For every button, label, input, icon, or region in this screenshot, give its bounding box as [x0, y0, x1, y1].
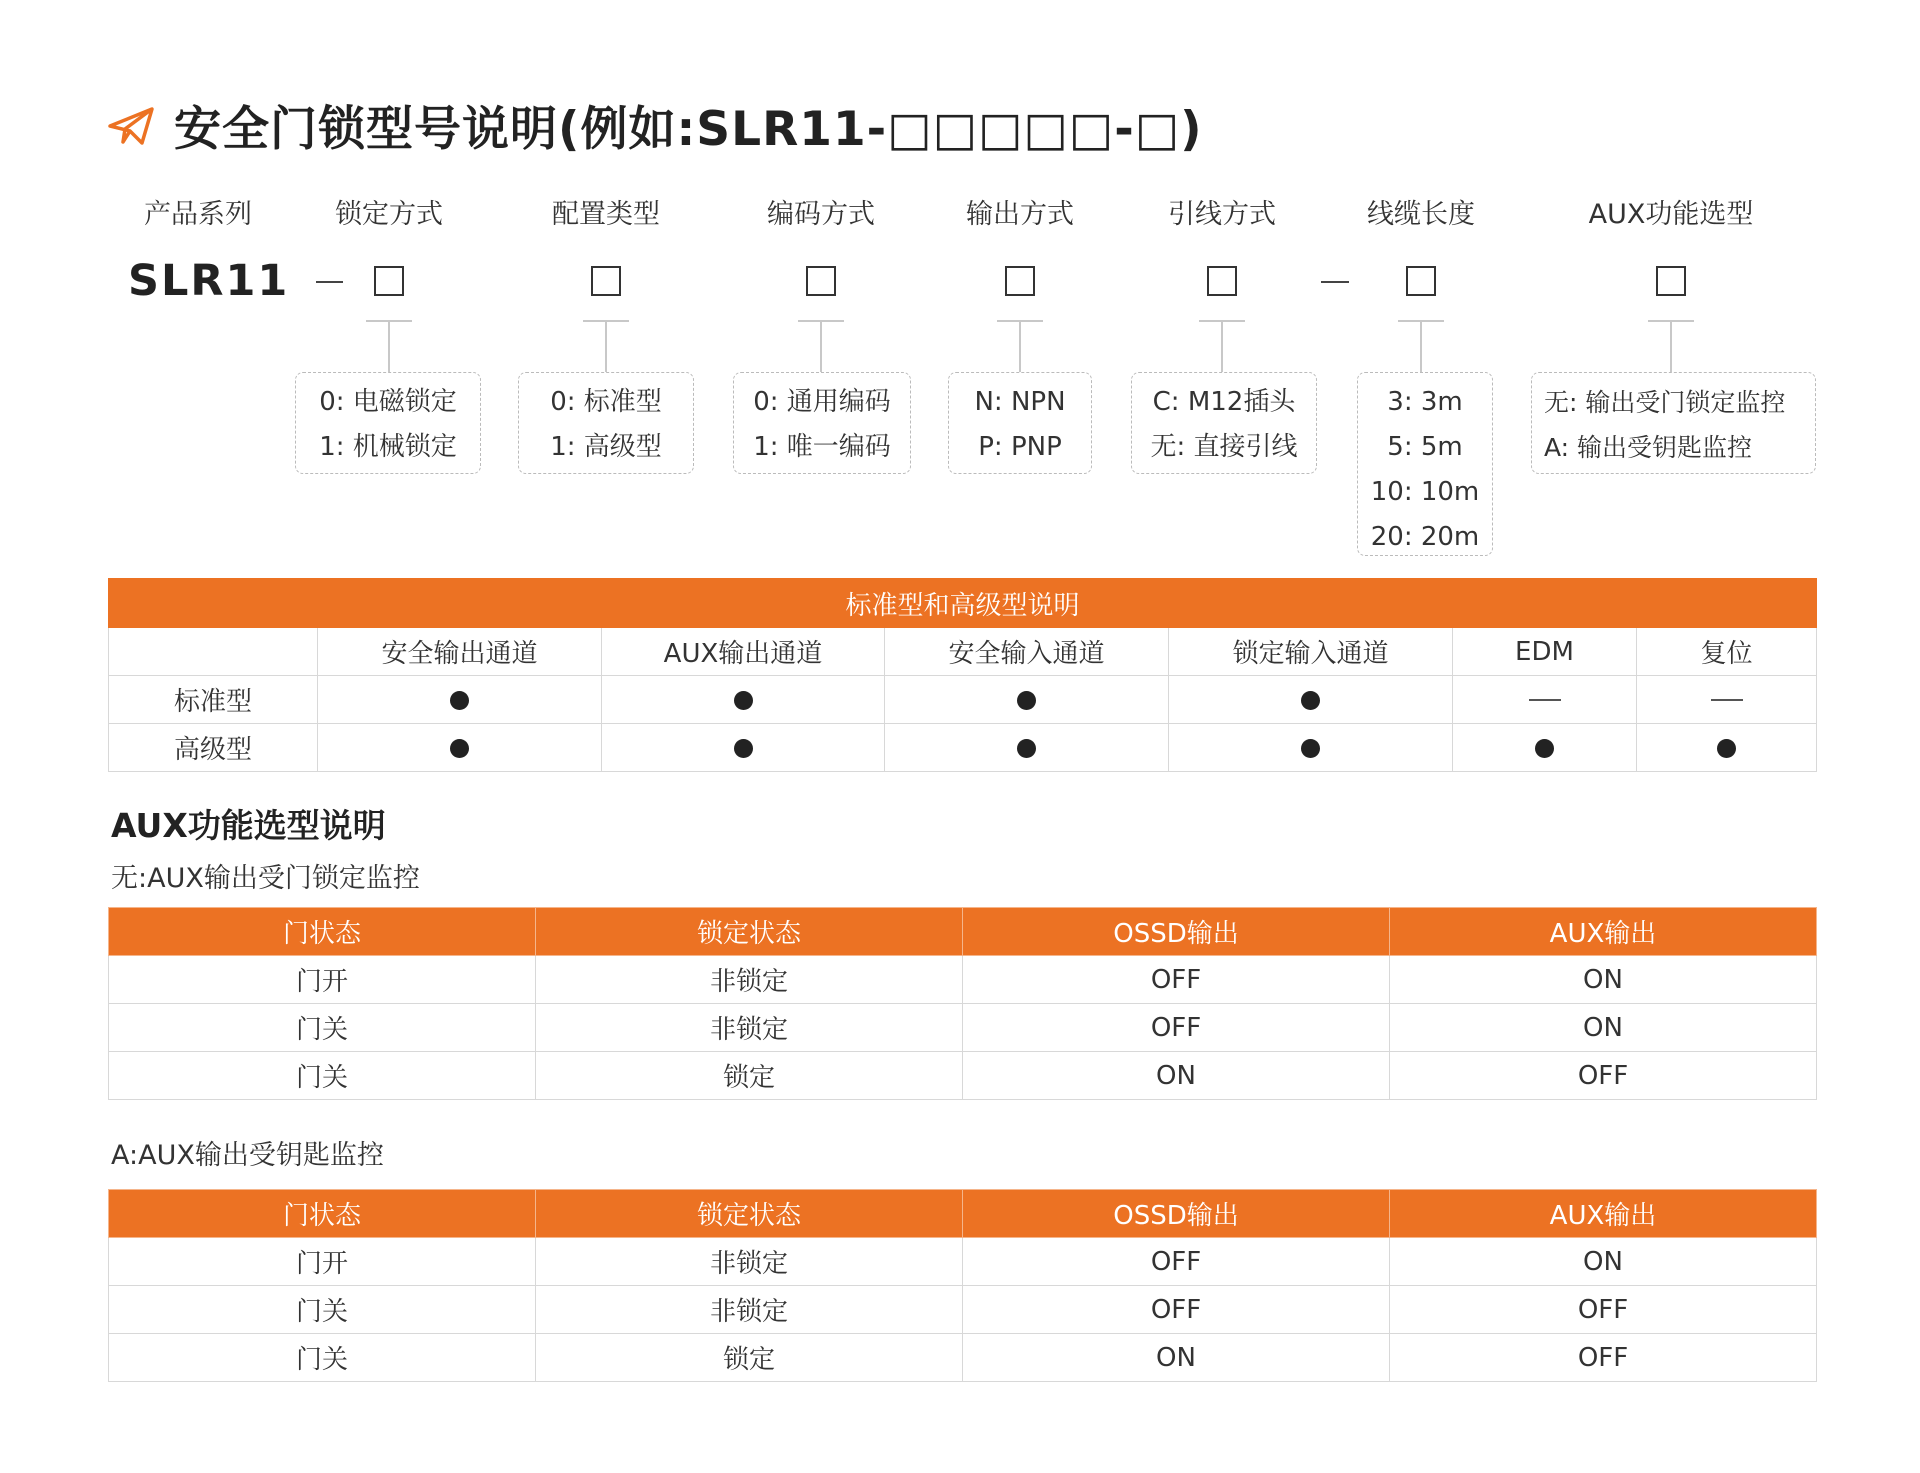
options-cable-length	[1357, 372, 1493, 556]
supported-dot-icon	[1301, 691, 1320, 710]
table-cell: OFF	[963, 1238, 1390, 1286]
table-row	[109, 956, 1817, 1004]
supported-dot-icon	[1017, 739, 1036, 758]
supported-dot-icon	[450, 739, 469, 758]
not-supported-dash-icon	[1711, 699, 1743, 701]
column-header: AUX输出	[1390, 1190, 1817, 1238]
col-header-lock-mode: 锁定方式	[335, 199, 443, 230]
comparison-table-caption: 标准型和高级型说明	[109, 579, 1817, 628]
paper-plane-icon	[108, 106, 154, 146]
feature-cell	[1637, 676, 1817, 724]
table-cell: 门关	[109, 1286, 536, 1334]
supported-dot-icon	[450, 691, 469, 710]
supported-dot-icon	[1535, 739, 1554, 758]
code-slot-cable-length	[1406, 266, 1436, 296]
table-cell: OFF	[1390, 1286, 1817, 1334]
option-item: A: 输出受钥匙监控	[1544, 433, 1753, 462]
feature-cell	[1169, 724, 1453, 772]
option-item: 0: 标准型	[550, 387, 662, 417]
table-cell: 非锁定	[536, 956, 963, 1004]
column-header: AUX输出通道	[602, 628, 885, 676]
table-cell: 门关	[109, 1334, 536, 1382]
column-header: 复位	[1637, 628, 1817, 676]
option-item: 无: 直接引线	[1150, 432, 1298, 462]
option-item: C: M12插头	[1152, 387, 1296, 417]
column-header: 门状态	[109, 908, 536, 956]
supported-dot-icon	[1301, 739, 1320, 758]
table-cell: ON	[963, 1052, 1390, 1100]
code-slot-coding	[806, 266, 836, 296]
col-header-output: 输出方式	[966, 199, 1074, 230]
col-header-aux: AUX功能选型	[1588, 199, 1754, 230]
supported-dot-icon	[734, 739, 753, 758]
options-lock-mode	[295, 372, 481, 474]
table-cell: 非锁定	[536, 1004, 963, 1052]
code-slot-wiring	[1207, 266, 1237, 296]
separator-dash	[1321, 281, 1349, 283]
option-item: 0: 通用编码	[753, 387, 891, 417]
table-cell: 门开	[109, 1238, 536, 1286]
table-row	[109, 1004, 1817, 1052]
aux-table-1-subtitle: 无:AUX输出受门锁定监控	[111, 863, 420, 894]
table-row	[109, 1238, 1817, 1286]
options-wiring	[1131, 372, 1317, 474]
table-row	[109, 1334, 1817, 1382]
connector-line	[1221, 320, 1223, 372]
option-item: N: NPN	[974, 387, 1066, 417]
column-header: 安全输入通道	[885, 628, 1169, 676]
options-coding	[733, 372, 911, 474]
column-header: 锁定状态	[536, 908, 963, 956]
feature-cell	[602, 724, 885, 772]
table-cell: ON	[1390, 956, 1817, 1004]
option-item: 10: 10m	[1370, 477, 1480, 507]
table-cell: ON	[1390, 1238, 1817, 1286]
col-header-coding: 编码方式	[767, 199, 875, 230]
feature-cell	[1453, 724, 1637, 772]
feature-cell	[318, 676, 602, 724]
col-header-wiring: 引线方式	[1168, 199, 1276, 230]
code-slot-lock-mode	[374, 266, 404, 296]
table-cell: OFF	[963, 956, 1390, 1004]
connector-line	[820, 320, 822, 372]
table-cell: 门开	[109, 956, 536, 1004]
page-title: 安全门锁型号说明(例如:SLR11-□□□□□-□)	[174, 102, 1203, 157]
connector-line	[1019, 320, 1021, 372]
column-header: OSSD输出	[963, 1190, 1390, 1238]
table-row	[109, 724, 1817, 772]
connector-line	[1670, 320, 1672, 372]
feature-cell	[1169, 676, 1453, 724]
option-item: 1: 高级型	[550, 432, 662, 462]
feature-cell	[885, 676, 1169, 724]
col-header-config-type: 配置类型	[552, 199, 660, 230]
options-config-type	[518, 372, 694, 474]
table-cell: OFF	[963, 1286, 1390, 1334]
table-row	[109, 1286, 1817, 1334]
row-label: 高级型	[109, 724, 318, 772]
table-corner-cell	[109, 628, 318, 676]
comparison-table	[108, 578, 1817, 772]
table-cell: 门关	[109, 1004, 536, 1052]
table-cell: OFF	[963, 1004, 1390, 1052]
not-supported-dash-icon	[1529, 699, 1561, 701]
col-header-cable-length: 线缆长度	[1367, 199, 1475, 230]
table-cell: OFF	[1390, 1334, 1817, 1382]
supported-dot-icon	[734, 691, 753, 710]
option-item: 3: 3m	[1387, 387, 1463, 417]
table-row	[109, 1052, 1817, 1100]
row-label: 标准型	[109, 676, 318, 724]
column-header: 锁定输入通道	[1169, 628, 1453, 676]
feature-cell	[602, 676, 885, 724]
separator-dash	[316, 281, 343, 283]
table-cell: 非锁定	[536, 1286, 963, 1334]
feature-cell	[1637, 724, 1817, 772]
option-item: 1: 机械锁定	[319, 432, 457, 462]
column-header: 安全输出通道	[318, 628, 602, 676]
option-item: P: PNP	[978, 432, 1062, 462]
code-slot-config-type	[591, 266, 621, 296]
options-aux	[1531, 372, 1816, 474]
table-cell: 锁定	[536, 1334, 963, 1382]
code-slot-aux	[1656, 266, 1686, 296]
option-item: 5: 5m	[1387, 432, 1463, 462]
supported-dot-icon	[1017, 691, 1036, 710]
table-cell: 非锁定	[536, 1238, 963, 1286]
code-slot-output	[1005, 266, 1035, 296]
connector-line	[605, 320, 607, 372]
aux-table-2	[108, 1189, 1817, 1382]
table-cell: 锁定	[536, 1052, 963, 1100]
table-cell: OFF	[1390, 1052, 1817, 1100]
col-header-series: 产品系列	[144, 199, 252, 230]
connector-line	[388, 320, 390, 372]
option-item: 0: 电磁锁定	[319, 387, 457, 417]
column-header: 锁定状态	[536, 1190, 963, 1238]
feature-cell	[885, 724, 1169, 772]
aux-table-1	[108, 907, 1817, 1100]
feature-cell	[1453, 676, 1637, 724]
option-item: 无: 输出受门锁定监控	[1544, 388, 1786, 417]
column-header: OSSD输出	[963, 908, 1390, 956]
option-item: 20: 20m	[1370, 522, 1480, 552]
feature-cell	[318, 724, 602, 772]
table-cell: 门关	[109, 1052, 536, 1100]
table-cell: ON	[1390, 1004, 1817, 1052]
options-output	[948, 372, 1092, 474]
table-row	[109, 676, 1817, 724]
column-header: 门状态	[109, 1190, 536, 1238]
series-code: SLR11	[128, 256, 290, 306]
supported-dot-icon	[1717, 739, 1736, 758]
table-cell: ON	[963, 1334, 1390, 1382]
aux-table-2-subtitle: A:AUX输出受钥匙监控	[111, 1140, 384, 1171]
connector-line	[1420, 320, 1422, 372]
column-header: AUX输出	[1390, 908, 1817, 956]
aux-section-title: AUX功能选型说明	[111, 806, 386, 845]
option-item: 1: 唯一编码	[753, 432, 891, 462]
column-header: EDM	[1453, 628, 1637, 676]
